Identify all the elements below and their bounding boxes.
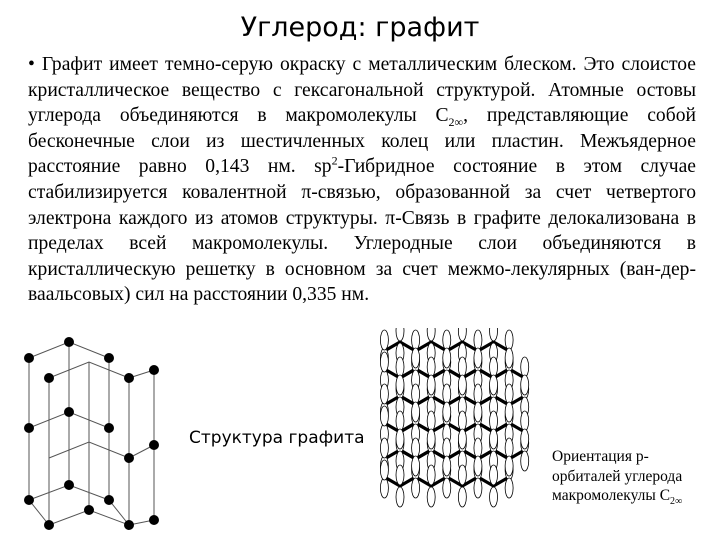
p-orbital-lobe [427, 429, 435, 449]
p-orbital-lobe [521, 451, 529, 471]
p-orbital-lobe [443, 402, 451, 422]
p-orbital-lobe [427, 465, 435, 485]
p-orbital-lobe [458, 487, 466, 507]
p-orbital-lobe [458, 375, 466, 395]
p-orbital-lobe [412, 438, 420, 458]
p-orbital-lobe [380, 460, 388, 480]
p-orbital-lobe [521, 357, 529, 377]
caption-graphite-structure: Структура графита [189, 428, 365, 448]
p-orbital-lobe [396, 429, 404, 449]
p-orbital-lobe [427, 328, 435, 341]
caption-p-orbitals [552, 447, 712, 506]
p-orbital-lobe [474, 438, 482, 458]
p-orbital-lobe [458, 328, 466, 341]
p-orbital-lobe [490, 429, 498, 449]
p-orbital-lobe [412, 478, 420, 498]
body-text-part3: -Гибридное состояние в этом случае стабилизируется ковалентной π-связью, образованной за счет четвертого электрона каждого из атомов структуры. π-Связь в графите делокализована в пределах всей макромолекулы. Углеродные слои объединяются в кристаллическую решетку в основном за счет межмо-лекулярных (ван-дер-ваальсовых) сил на расстоянии 0,335 нм. [28, 156, 696, 306]
p-orbital-lobe [396, 465, 404, 485]
body-text-superscript: 2 [331, 153, 338, 168]
p-orbital-lobe [380, 384, 388, 404]
p-orbital-lobe [505, 478, 513, 498]
p-orbital-lobe [427, 487, 435, 507]
p-orbital-lobe [380, 352, 388, 372]
p-orbital-lobe [443, 438, 451, 458]
p-orbital-lobe [412, 402, 420, 422]
body-text [28, 52, 696, 308]
p-orbital-lobe [443, 478, 451, 498]
p-orbital-lobe [396, 487, 404, 507]
p-orbital-lobe [443, 330, 451, 350]
p-orbital-lobe [521, 429, 529, 449]
p-orbital-lobe [458, 411, 466, 431]
p-orbital-lobe [380, 478, 388, 498]
p-orbital-lobe [505, 384, 513, 404]
p-orbital-lobe [490, 411, 498, 431]
p-orbital-lobe [458, 429, 466, 449]
p-orbital-lobe [380, 330, 388, 350]
caption-p-orbitals-subscript: 2∞ [670, 496, 683, 508]
p-orbital-lobe [505, 330, 513, 350]
body-text-part1: • Графит имеет темно-серую окраску с металлическим блеском. Это слоистое кристаллическое вещество с гексагональной структурой. Атомные остовы углерода объединяются в макромолекулы С [28, 54, 696, 127]
p-orbital-lobe [396, 375, 404, 395]
p-orbital-lobe [396, 357, 404, 377]
p-orbital-lobe [458, 357, 466, 377]
p-orbital-lobe [474, 456, 482, 476]
p-orbital-lobe [521, 375, 529, 395]
body-text-part2: , представляющие собой бесконечные слои из шестичленных колец или пластин. Межъядерное расстояние равно 0,143 нм. sp [28, 105, 696, 178]
p-orbital-lobe [505, 348, 513, 368]
p-orbital-lobe [412, 456, 420, 476]
p-orbital-lobe [443, 384, 451, 404]
p-orbital-lobe [490, 375, 498, 395]
p-orbital-lobe [521, 411, 529, 431]
body-paragraph [28, 52, 696, 308]
p-orbital-lobe [505, 456, 513, 476]
p-orbital-lobe [474, 478, 482, 498]
p-orbital-lobe [380, 438, 388, 458]
p-orbital-lobe [427, 357, 435, 377]
p-orbital-lobe [490, 487, 498, 507]
body-text-subscript: 2∞ [448, 115, 464, 130]
p-orbital-lobe [412, 330, 420, 350]
p-orbital-lobe [505, 402, 513, 422]
graphite-lattice-drawing [14, 330, 194, 538]
p-orbital-hexagon-drawing [370, 328, 575, 538]
p-orbital-lobe [474, 402, 482, 422]
p-orbital-lobe [443, 348, 451, 368]
p-orbital-lobe [412, 348, 420, 368]
p-orbital-lobe [474, 384, 482, 404]
p-orbital-lobe [474, 348, 482, 368]
p-orbital-lobe [474, 330, 482, 350]
caption-p-orbitals-text: Ориентация р-орбиталей углерода макромолекулы С [552, 448, 683, 504]
p-orbital-lobe [396, 328, 404, 341]
p-orbital-lobe [490, 328, 498, 341]
p-orbital-lobe [505, 438, 513, 458]
p-orbital-lobe [380, 406, 388, 426]
p-orbital-lobe [490, 357, 498, 377]
p-orbital-lobe [412, 384, 420, 404]
p-orbital-lobe [396, 411, 404, 431]
p-orbital-lobe [427, 375, 435, 395]
p-orbital-lobe [458, 465, 466, 485]
slide-title: Углерод: графит [240, 12, 480, 43]
p-orbital-lobe [427, 411, 435, 431]
p-orbital-lobe [490, 465, 498, 485]
p-orbital-lobe [443, 456, 451, 476]
